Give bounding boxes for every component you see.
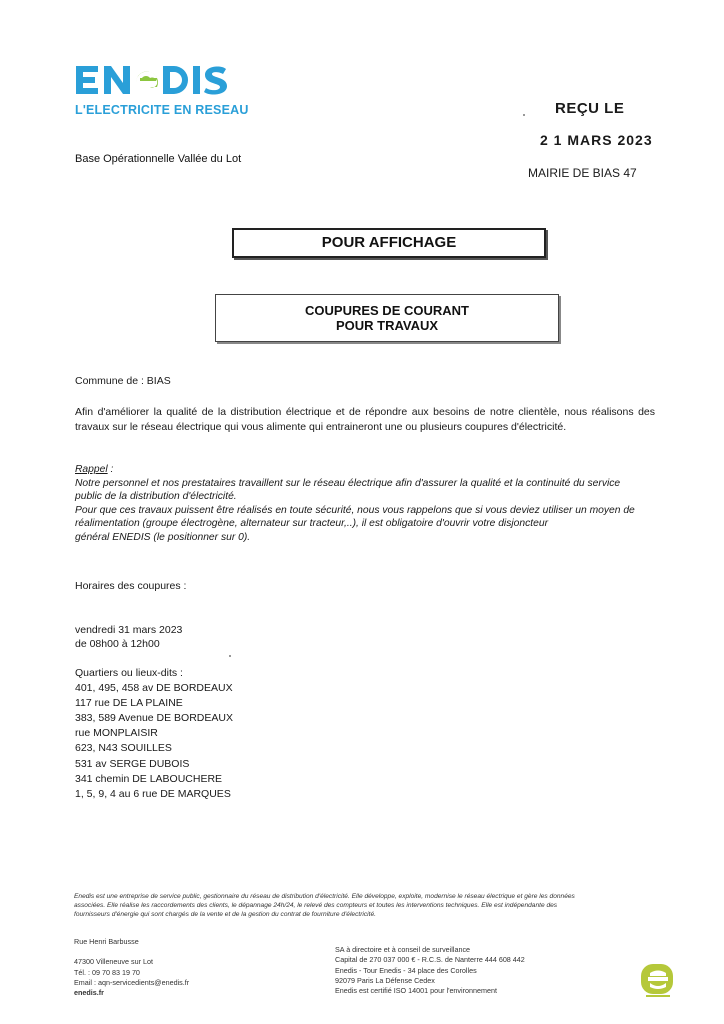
scan-speck — [229, 655, 231, 657]
rappel-line: Notre personnel et nos prestataires travaillent sur le réseau électrique afin d'assurer la qualité et la continuité du service — [75, 477, 621, 489]
legal-line: Enedis est certifié ISO 14001 pour l'environnement — [335, 986, 497, 996]
list-item: 401, 495, 458 av DE BORDEAUX — [75, 682, 233, 695]
footer-about-line: associées. Elle réalise les raccordements des clients, le dépannage 24h/24, le relevé des compteurs et toutes les interventions techniques. Elle est indépendante des — [74, 901, 558, 909]
footer-about-line: Enedis est une entreprise de service public, gestionnaire du réseau de distribution d'électricité. Elle développe, exploite, modernise le réseau électrique et gère les données — [74, 893, 575, 900]
lieux-list — [75, 666, 233, 802]
footer-legal — [335, 945, 525, 996]
intro-paragraph: Afin d'améliorer la qualité de la distribution électrique et de répondre aux besoins de notre clientèle, nous réalisons des travaux sur le réseau électrique qui vous alimente qui entraineront une ou plusieurs coupures d'électricité. — [75, 406, 655, 433]
stamp-date: 2 1 MARS 2023 — [540, 132, 653, 148]
rappel-colon: : — [107, 464, 114, 475]
logo-tagline: L'ELECTRICITE EN RESEAU — [75, 103, 249, 117]
enedis-e-mark — [640, 962, 676, 998]
rappel-line: réalimentation (groupe électrogène, alternateur sur tracteur,..), il est obligatoire d'ouvrir votre disjoncteur — [75, 518, 549, 530]
address-email: Email : aqn-servicedients@enedis.fr — [74, 977, 190, 987]
affichage-title: POUR AFFICHAGE — [321, 234, 457, 251]
coupures-title-line1: COUPURES DE COURANT — [305, 303, 469, 318]
horaires-label: Horaires des coupures : — [75, 580, 187, 592]
commune: Commune de : BIAS — [75, 375, 171, 387]
footer-address — [74, 937, 189, 998]
schedule-day: vendredi 31 mars 2023 — [75, 624, 183, 636]
legal-line: 92079 Paris La Défense Cedex — [335, 975, 435, 985]
enedis-e-icon — [640, 962, 676, 998]
footer-about — [74, 893, 674, 919]
rappel-section — [75, 463, 665, 545]
list-item: 531 av SERGE DUBOIS — [75, 757, 190, 770]
list-item: 341 chemin DE LABOUCHERE — [75, 772, 223, 785]
rappel-title: Rappel — [75, 464, 108, 475]
schedule — [75, 623, 182, 652]
base-operationnelle: Base Opérationnelle Vallée du Lot — [75, 153, 242, 165]
affichage-box — [232, 228, 546, 258]
enedis-logo-mark — [74, 58, 234, 102]
list-item: 623, N43 SOUILLES — [75, 742, 172, 755]
enedis-logo — [74, 58, 274, 128]
coupures-box — [215, 294, 559, 342]
rappel-line: général ENEDIS (le positionner sur 0). — [75, 531, 251, 543]
schedule-hours: de 08h00 à 12h00 — [75, 638, 160, 651]
lieux-label: Quartiers ou lieux-dits : — [75, 667, 183, 679]
stamp-mairie: MAIRIE DE BIAS 47 — [528, 166, 637, 180]
coupures-title-line2: POUR TRAVAUX — [335, 318, 439, 333]
list-item: rue MONPLAISIR — [75, 727, 158, 740]
rappel-line: Pour que ces travaux puissent être réalisés en toute sécurité, nous vous rappelons que si vous deviez utiliser un moyen de — [75, 504, 635, 516]
address-city: 47300 Villeneuve sur Lot — [74, 957, 153, 967]
list-item: 1, 5, 9, 4 au 6 rue DE MARQUES — [75, 787, 231, 800]
list-item: 383, 589 Avenue DE BORDEAUX — [75, 712, 233, 725]
legal-line: SA à directoire et à conseil de surveillance — [335, 945, 471, 954]
address-phone: Tél. : 09 70 83 19 70 — [74, 967, 140, 977]
address-street: Rue Henri Barbusse — [74, 937, 139, 946]
rappel-line: public de la distribution d'électricité. — [75, 491, 237, 503]
stamp-label: REÇU LE — [555, 100, 625, 117]
rappel-heading — [75, 463, 665, 477]
list-item: 117 rue DE LA PLAINE — [75, 697, 183, 710]
address-website: enedis.fr — [74, 988, 104, 998]
footer-about-line: fournisseurs d'énergie qui sont chargés de la vente et de la gestion du contrat de fourniture d'électricité. — [74, 910, 376, 918]
legal-line: Capital de 270 037 000 € - R.C.S. de Nanterre 444 608 442 — [335, 955, 525, 965]
scan-speck — [523, 114, 525, 116]
legal-line: Enedis - Tour Enedis - 34 place des Corolles — [335, 965, 477, 975]
